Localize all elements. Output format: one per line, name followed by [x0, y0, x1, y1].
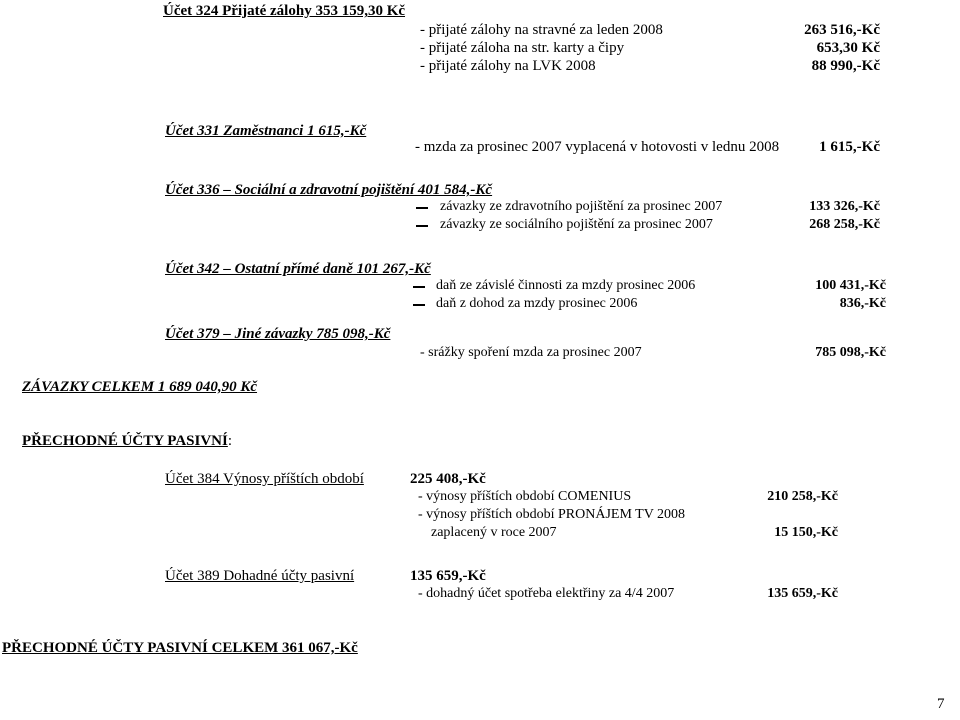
account-324-item-1-label: - přijaté zálohy na stravné za leden 2008	[420, 22, 663, 38]
account-342-item-1-amount: 100 431,-Kč	[815, 278, 886, 293]
dash-bullet	[413, 286, 425, 288]
account-342-header: Účet 342 – Ostatní přímé daně 101 267,-Kč	[165, 261, 431, 277]
account-336-item-1-label: závazky ze zdravotního pojištění za prosinec 2007	[440, 199, 723, 214]
account-336-item-2-amount: 268 258,-Kč	[809, 217, 880, 232]
account-342-item-1-label: daň ze závislé činnosti za mzdy prosinec 2006	[436, 278, 696, 293]
account-342-item-2-amount: 836,-Kč	[839, 296, 886, 311]
account-384-item-1-amount: 210 258,-Kč	[767, 489, 838, 504]
account-324-item-3-amount: 88 990,-Kč	[811, 58, 880, 74]
account-331-header: Účet 331 Zaměstnanci 1 615,-Kč	[165, 123, 367, 139]
account-324-item-3-label: - přijaté zálohy na LVK 2008	[420, 58, 596, 74]
account-384-item-3-amount: 15 150,-Kč	[774, 525, 838, 540]
account-324-item-2-label: - přijaté záloha na str. karty a čipy	[420, 40, 625, 56]
account-379-header: Účet 379 – Jiné závazky 785 098,-Kč	[165, 326, 391, 342]
account-384-item-3-label: zaplacený v roce 2007	[431, 525, 557, 540]
account-331-item-1-amount: 1 615,-Kč	[819, 139, 880, 155]
account-342-item-2-label: daň z dohod za mzdy prosinec 2006	[436, 296, 638, 311]
transitional-accounts-total: PŘECHODNÉ ÚČTY PASIVNÍ CELKEM 361 067,-Kč	[2, 640, 358, 656]
account-379-item-1-label: - srážky spoření mzda za prosinec 2007	[420, 345, 642, 360]
dash-bullet	[416, 207, 428, 209]
account-384-item-2-label: - výnosy příštích období PRONÁJEM TV 2008	[418, 507, 686, 522]
account-336-header: Účet 336 – Sociální a zdravotní pojištění 401 584,-Kč	[165, 182, 493, 198]
account-324-item-2-amount: 653,30 Kč	[816, 40, 880, 56]
account-324-header: Účet 324 Přijaté zálohy 353 159,30 Kč	[163, 3, 406, 19]
dash-bullet	[416, 225, 428, 227]
account-384-header-amount: 225 408,-Kč	[410, 471, 486, 487]
account-336-item-2-label: závazky ze sociálního pojištění za prosinec 2007	[440, 217, 713, 232]
account-389-header-amount: 135 659,-Kč	[410, 568, 486, 584]
account-389-header: Účet 389 Dohadné účty pasivní	[165, 568, 355, 584]
dash-bullet	[413, 304, 425, 306]
account-379-item-1-amount: 785 098,-Kč	[815, 345, 886, 360]
transitional-accounts-heading: PŘECHODNÉ ÚČTY PASIVNÍ:	[22, 433, 233, 449]
page-number: 7	[937, 696, 945, 712]
total-liabilities: ZÁVAZKY CELKEM 1 689 040,90 Kč	[22, 379, 258, 395]
account-384-header: Účet 384 Výnosy příštích období	[165, 471, 364, 487]
account-389-item-1-amount: 135 659,-Kč	[767, 586, 838, 601]
account-336-item-1-amount: 133 326,-Kč	[809, 199, 880, 214]
account-331-item-1-label: - mzda za prosinec 2007 vyplacená v hotovosti v lednu 2008	[415, 139, 780, 155]
account-384-item-1-label: - výnosy příštích období COMENIUS	[418, 489, 632, 504]
account-389-item-1-label: - dohadný účet spotřeba elektřiny za 4/4 2007	[418, 586, 675, 601]
account-324-item-1-amount: 263 516,-Kč	[804, 22, 880, 38]
